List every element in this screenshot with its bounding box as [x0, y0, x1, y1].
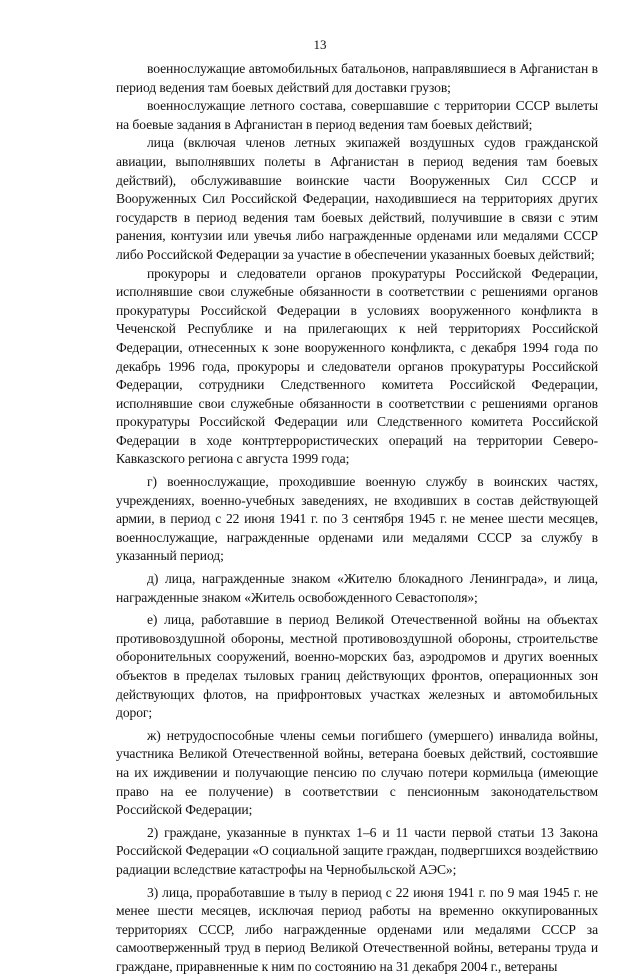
document-body — [116, 60, 598, 977]
paragraph: д) лица, награжденные знаком «Жителю блокадного Ленинграда», и лица, награжденные знаком «Житель освобожденного Севастополя»; — [116, 571, 598, 605]
page-number: 13 — [313, 37, 327, 52]
paragraph: ж) нетрудоспособные члены семьи погибшего (умершего) инвалида войны, участника Великой Отечественной войны, ветерана боевых действий, состоявшие на их иждивении и получающие пенсию по случаю потери кормильца (имеющие право на ее получение) в соответствии с пенсионным законодательством Российской Федерации; — [116, 727, 598, 818]
paragraph: 3) лица, проработавшие в тылу в период с 22 июня 1941 г. по 9 мая 1945 г. не менее шести месяцев, исключая период работы на временно оккупированных территориях СССР, либо награжденные орденами или медалями СССР за самоотверженный труд в период Великой Отечественной войны, ветераны труда и граждане, приравненные к ним по состоянию на 31 декабря 2004 г., ветераны — [116, 884, 598, 974]
paragraph: 2) граждане, указанные в пунктах 1–6 и 11 части первой статьи 13 Закона Российской Федерации «О социальной защите граждан, подвергшихся воздействию радиации вследствие катастрофы на Чернобыльской АЭС»; — [116, 824, 598, 877]
paragraph: прокуроры и следователи органов прокуратуры Российской Федерации, исполнявшие свои служебные обязанности в соответствии с решениями органов прокуратуры Российской Федерации в условиях вооруженного конфликта в Чеченской Республике и на прилегающих к ней территориях Российской Федерации, отнесенных к зоне вооруженного конфликта, с декабря 1994 года по декабрь 1996 года, прокуроры и следователи органов прокуратуры Российской Федерации, сотрудники Следственного комитета Российской Федерации, исполнявшие свои служебные обязанности в соответствии с решениями органов прокуратуры Российской Федерации или Следственного комитета Российской Федерации в ходе контртеррористических операций на территории Северо-Кавказского региона с августа 1999 года; — [116, 265, 598, 467]
paragraph: г) военнослужащие, проходившие военную службу в воинских частях, учреждениях, военно-учебных заведениях, не входивших в состав действующей армии, в период с 22 июня 1941 г. по 3 сентября 1945 г. не менее шести месяцев, военнослужащие, награжденные орденами или медалями СССР за службу в указанный период; — [116, 474, 598, 564]
paragraph: е) лица, работавшие в период Великой Отечественной войны на объектах противовоздушной обороны, местной противовоздушной обороны, строительстве оборонительных сооружений, военно-морских баз, аэродромов и других военных объектов в пределах тыловых границ действующих фронтов, операционных зон действующих флотов, на прифронтовых участках железных и автомобильных дорог; — [116, 612, 598, 721]
paragraph: военнослужащие автомобильных батальонов, направлявшиеся в Афганистан в период ведения там боевых действий для доставки грузов; — [116, 61, 598, 95]
paragraph: военнослужащие летного состава, совершавшие с территории СССР вылеты на боевые задания в Афганистан в период ведения там боевых действий; — [116, 98, 598, 132]
paragraph: лица (включая членов летных экипажей воздушных судов гражданской авиации, выполнявших полеты в Афганистан в период ведения там боевых действий), обслуживавшие воинские части Вооруженных Сил СССР и Вооруженных Сил Российской Федерации, находившиеся на территориях других государств в период ведения там боевых действий, получившие в связи с этим ранения, контузии или увечья либо награжденные орденами или медалями СССР либо Российской Федерации за участие в обеспечении указанных боевых действий; — [116, 135, 598, 262]
